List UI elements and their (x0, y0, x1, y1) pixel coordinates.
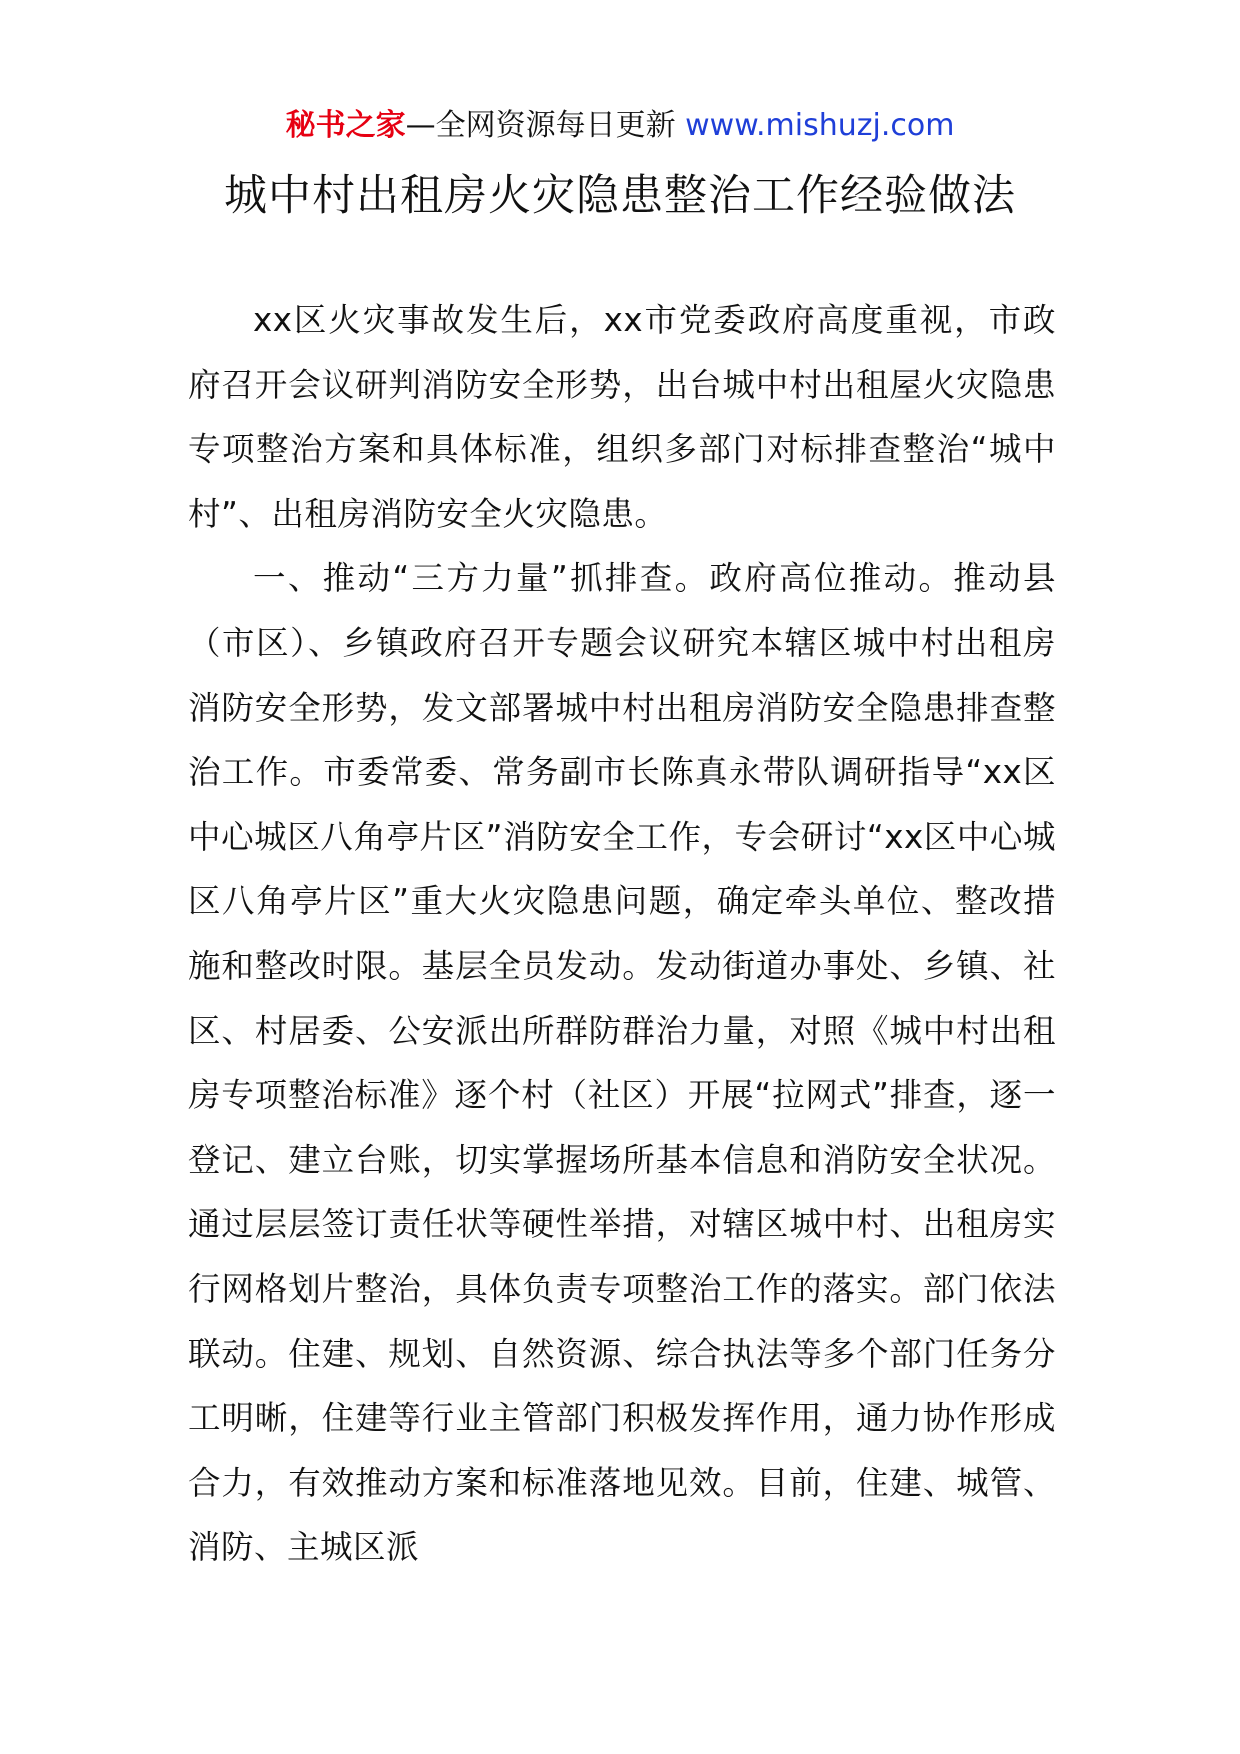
document-title: 城中村出租房火灾隐患整治工作经验做法 (224, 171, 1016, 221)
site-header (0, 104, 1240, 148)
paragraph-intro: xx区火灾事故发生后，xx市党委政府高度重视，市政府召开会议研判消防安全形势，出台城中村出租屋火灾隐患专项整治方案和具体标准，组织多部门对标排查整治“城中村”、出租房消防安全火灾隐患。 (188, 301, 1056, 533)
document-body (188, 288, 1056, 1580)
header-tagline: —全网资源每日更新 (405, 108, 686, 143)
brand-name: 秘书之家 (285, 108, 406, 143)
site-url-link[interactable]: www.mishuzj.com (685, 108, 955, 143)
paragraph-section-one: 一、推动“三方力量”抓排查。政府高位推动。推动县（市区）、乡镇政府召开专题会议研究本辖区城中村出租房消防安全形势，发文部署城中村出租房消防安全隐患排查整治工作。市委常委、常务副市长陈真永带队调研指导“xx区中心城区八角亭片区”消防安全工作，专会研讨“xx区中心城区八角亭片区”重大火灾隐患问题，确定牵头单位、整改措施和整改时限。基层全员发动。发动街道办事处、乡镇、社区、村居委、公安派出所群防群治力量，对照《城中村出租房专项整治标准》逐个村（社区）开展“拉网式”排查，逐一登记、建立台账，切实掌握场所基本信息和消防安全状况。通过层层签订责任状等硬性举措，对辖区城中村、出租房实行网格划片整治，具体负责专项整治工作的落实。部门依法联动。住建、规划、自然资源、综合执法等多个部门任务分工明晰，住建等行业主管部门积极发挥作用，通力协作形成合力，有效推动方案和标准落地见效。目前，住建、城管、消防、主城区派 (188, 559, 1056, 1567)
